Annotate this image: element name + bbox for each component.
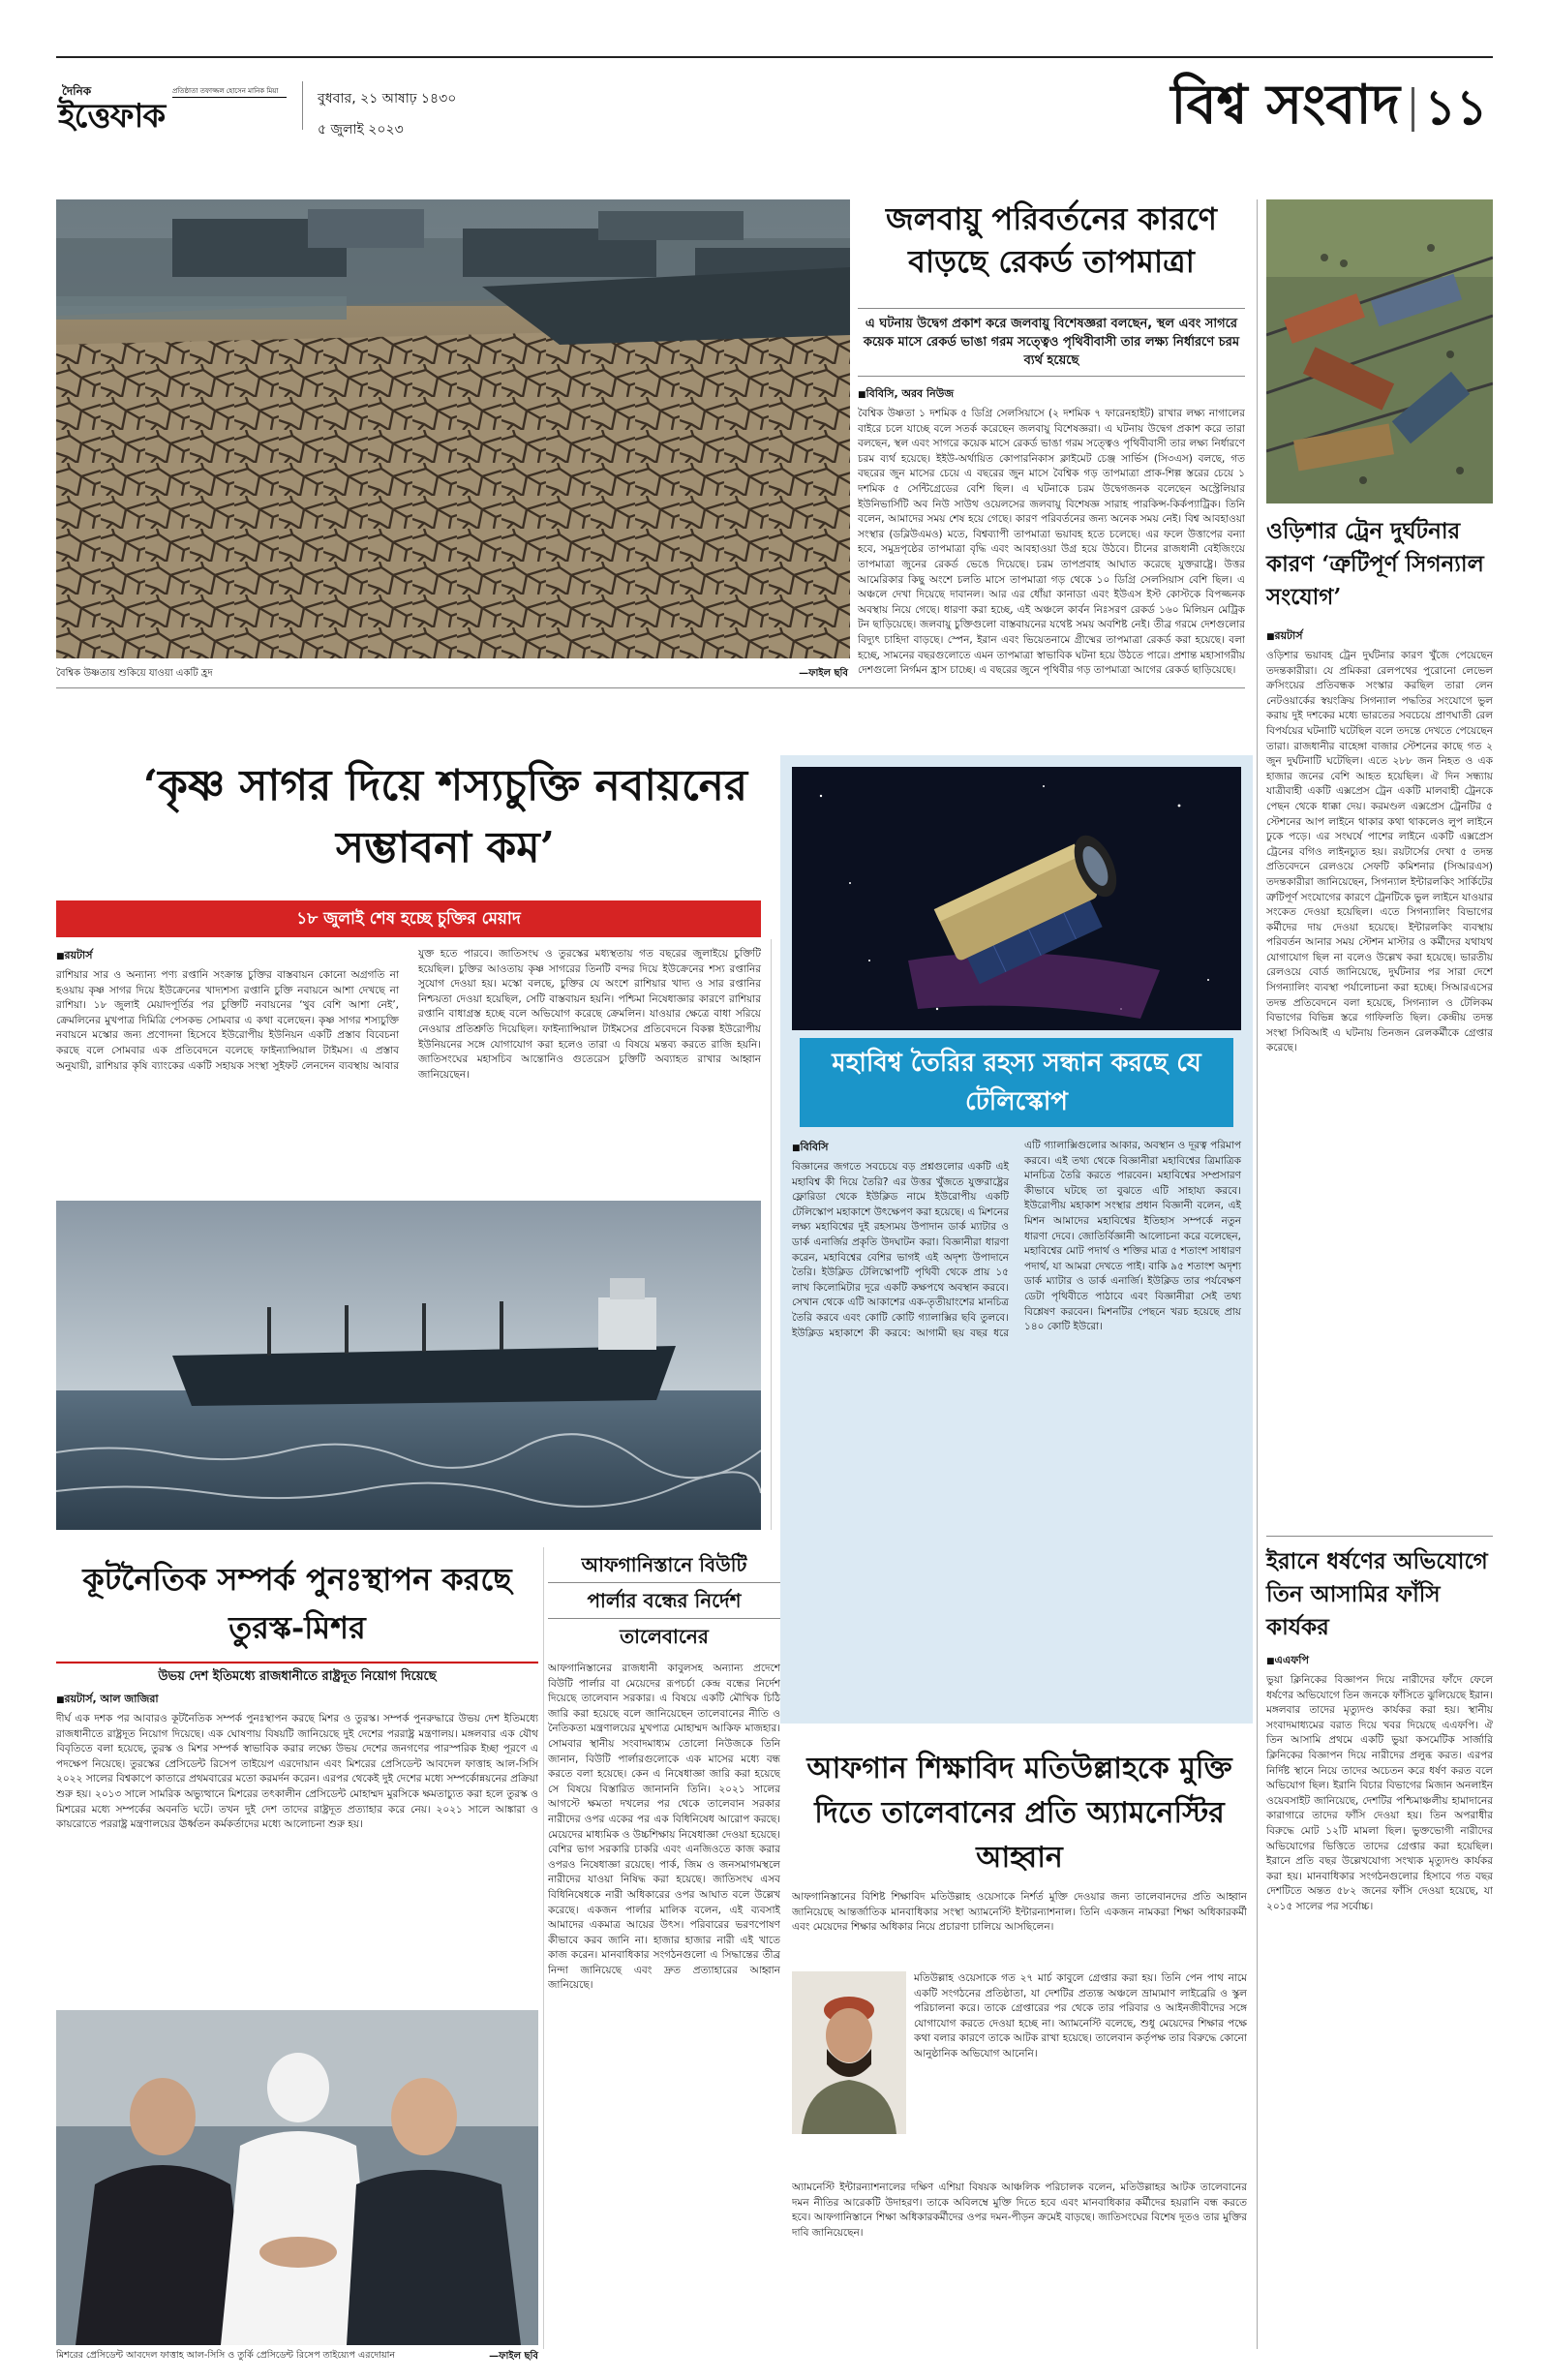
- motiullah-portrait: [792, 1971, 906, 2134]
- odisha-article: [1266, 627, 1493, 1526]
- amnesty-body-right: অ্যামনেস্টি ইন্টারন্যাশনালের দক্ষিণ এশিয়া বিষয়ক আঞ্চলিক পরিচালক বলেন, মতিউল্লাহর আটক তালেবানের দমন নীতির আরেকটি উদাহরণ। তাকে অবিলম্বে মুক্তি দিতে হবে এবং মানবাধিকার কর্মীদের হয়রানি বন্ধ করতে হবে। আফগানিস্তানে শিক্ষা অধিকারকর্মীদের ওপর দমন-পীড়ন ক্রমেই বাড়ছে। জাতিসংঘের বিশেষ দূতও তার মুক্তির দাবি জানিয়েছেন।: [792, 2182, 1247, 2239]
- telescope-headline: মহাবিশ্ব তৈরির রহস্য সন্ধান করছে যে টেলিস্কোপ: [800, 1038, 1233, 1127]
- iran-headline: ইরানে ধর্ষণের অভিযোগে তিন আসামির ফাঁসি কার্যকর: [1266, 1548, 1488, 1640]
- iran-body: ভুয়া ক্লিনিকের বিজ্ঞাপন দিয়ে নারীদের ফাঁদে ফেলে ধর্ষণের অভিযোগে তিন জনকে ফাঁসিতে ঝুলিয়েছে ইরান। মঙ্গলবার তাদের মৃত্যুদণ্ড কার্যকর করা হয়। স্থানীয় সংবাদমাধ্যমের বরাত দিয়ে খবর দিয়েছে এএফপি। ঐ তিন আসামি প্রথমে একটি ভুয়া কসমেটিক সার্জারি ক্লিনিকের বিজ্ঞাপন দিয়ে নারীদের প্রলুব্ধ করত। এরপর নির্দিষ্ট স্থানে নিয়ে তাদের অচেতন করে ধর্ষণ করত বলে অভিযোগ ছিল। ইরানি বিচার বিভাগের মিজান অনলাইন ওয়েবসাইট জানিয়েছে, দেশটির পশ্চিমাঞ্চলীয় হামাদানের কারাগারে তাদের ফাঁসি দেওয়া হয়। তিন অপরাধীর বিরুদ্ধে মোট ১২টি মামলা ছিল। ভুক্তভোগী নারীদের অভিযোগের ভিত্তিতে তাদের গ্রেপ্তার করা হয়েছিল। ইরানে প্রতি বছর উল্লেখযোগ্য সংখ্যক মৃত্যুদণ্ড কার্যকর করা হয়। মানবাধিকার সংগঠনগুলোর হিসাবে গত বছর দেশটিতে অন্তত ৫৮২ জনের ফাঁসি দেওয়া হয়েছে, যা ২০১৫ সালের পর সর্বোচ্চ।: [1266, 1674, 1493, 1912]
- climate-article: [858, 385, 1245, 678]
- date-english: ৫ জুলাই ২০২৩: [318, 122, 404, 137]
- leaders-photo: [56, 2010, 538, 2345]
- parlour-body: আফগানিস্তানের রাজধানী কাবুলসহ অন্যান্য প্রদেশে বিউটি পার্লার বা মেয়েদের রূপচর্চা কেন্দ্র বন্ধের নির্দেশ দিয়েছে তালেবান সরকার। এ বিষয়ে একটি মৌখিক চিঠি জারি করা হয়েছে বলে জানিয়েছেন তালেবানের নীতি ও নৈতিকতা মন্ত্রণালয়ের মুখপাত্র মোহাম্মদ আকিফ মাজহার। সোমবার স্থানীয় সংবাদমাধ্যম তোলো নিউজকে তিনি জানান, বিউটি পার্লারগুলোকে এক মাসের মধ্যে বন্ধ করতে বলা হয়েছে। কেন এ নিষেধাজ্ঞা জারি করা হয়েছে সে বিষয়ে বিস্তারিত জানাননি তিনি। ২০২১ সালের আগস্টে ক্ষমতা দখলের পর থেকে তালেবান সরকার নারীদের ওপর একের পর এক বিধিনিষেধ আরোপ করছে। মেয়েদের মাধ্যমিক ও উচ্চশিক্ষায় নিষেধাজ্ঞা দেওয়া হয়েছে। বেশির ভাগ সরকারি চাকরি এবং এনজিওতে কাজ করার ওপরও নিষেধাজ্ঞা রয়েছে। পার্ক, জিম ও জনসমাগমস্থলে নারীদের যাওয়া নিষিদ্ধ করা হয়েছে। জাতিসংঘ এসব বিধিনিষেধকে নারী অধিকারের ওপর আঘাত বলে উল্লেখ করেছে। একজন পার্লার মালিক বলেন, এই ব্যবসাই আমাদের একমাত্র আয়ের উৎস। পরিবারের ভরণপোষণ কীভাবে করব জানি না। হাজার হাজার নারী এই খাতে কাজ করেন। মানবাধিকার সংগঠনগুলো এ সিদ্ধান্তের তীব্র নিন্দা জানিয়েছে এবং দ্রুত প্রত্যাহারের আহ্বান জানিয়েছে।: [548, 1663, 780, 1992]
- cracked-lakebed-image: [56, 199, 850, 658]
- space-telescope-image: [792, 767, 1241, 1030]
- turkey-headline: কূটনৈতিক সম্পর্ক পুনঃস্থাপন করছে তুরস্ক-মিশর: [82, 1561, 512, 1646]
- telescope-body: বিজ্ঞানের জগতে সবচেয়ে বড় প্রশ্নগুলোর একটি এই মহাবিশ্ব কী দিয়ে তৈরি? এর উত্তর খুঁজতে যুক্তরাষ্ট্রের ফ্লোরিডা থেকে ইউক্লিড নামে ইউরোপীয় একটি টেলিস্কোপ মহাকাশে উৎক্ষেপণ করা হয়েছে। এ মিশনের লক্ষ্য মহাবিশ্বের দুই রহস্যময় উপাদান ডার্ক ম্যাটার ও ডার্ক এনার্জির প্রকৃতি উদঘাটন করা। বিজ্ঞানীরা ধারণা করেন, মহাবিশ্বের বেশির ভাগই এই অদৃশ্য উপাদানে তৈরি। ইউক্লিড টেলিস্কোপটি পৃথিবী থেকে প্রায় ১৫ লাখ কিলোমিটার দূরে একটি কক্ষপথে অবস্থান করবে। সেখান থেকে এটি আকাশের এক-তৃতীয়াংশের মানচিত্র তৈরি করবে এবং কোটি কোটি গ্যালাক্সির ছবি তুলবে। ইউক্লিড মহাকাশে কী করবে: আগামী ছয় বছর ধরে এটি গ্যালাক্সিগুলোর আকার, অবস্থান ও দূরত্ব পরিমাপ করবে। এই তথ্য থেকে বিজ্ঞানীরা মহাবিশ্বের ত্রিমাত্রিক মানচিত্র তৈরি করতে পারবেন। মহাবিশ্বের সম্প্রসারণ কীভাবে ঘটছে তা বুঝতে এটি সাহায্য করবে। ইউরোপীয় মহাকাশ সংস্থার প্রধান বিজ্ঞানী বলেন, এই মিশন আমাদের মহাবিশ্বের ইতিহাস সম্পর্কে নতুন ধারণা দেবে। জোতির্বিজ্ঞানী আলোচনা করে বলেছেন, মহাবিশ্বের মোট পদার্থ ও শক্তির মাত্র ৫ শতাংশ সাধারণ পদার্থ, যা আমরা দেখতে পাই। বাকি ৯৫ শতাংশ অদৃশ্য ডার্ক ম্যাটার ও ডার্ক এনার্জি। ইউক্লিড তার পর্যবেক্ষণ ডেটা পৃথিবীতে পাঠাবে এবং বিজ্ঞানীরা সেই তথ্য বিশ্লেষণ করবেন। মিশনটির পেছনে খরচ হয়েছে প্রায় ১৪০ কোটি ইউরো।: [792, 1140, 1241, 1339]
- motiullah-photo: [792, 1971, 906, 2134]
- section-title: বিশ্ব সংবাদ: [1170, 73, 1400, 137]
- climate-photo-credit: —ফাইল ছবি: [799, 668, 848, 679]
- grain-article: [56, 947, 761, 1193]
- iran-byline: ■ এএফপি: [1266, 1652, 1493, 1670]
- odisha-byline: ■ রয়টার্স: [1266, 627, 1493, 646]
- leaders-handshake-image: [56, 2010, 538, 2345]
- grain-headline: ‘কৃষ্ণ সাগর দিয়ে শস্যচুক্তি নবায়নের সম্ভাবনা কম’: [142, 761, 748, 872]
- telescope-article: [792, 1139, 1241, 1714]
- turkey-photo-credit: —ফাইল ছবি: [489, 2351, 538, 2362]
- issue-date: [318, 87, 569, 141]
- odisha-headline: ওড়িশার ট্রেন দুর্ঘটনার কারণ ‘ত্রুটিপূর্ণ সিগন্যাল সংযোগ’: [1266, 518, 1484, 610]
- amnesty-body-top: আফগানিস্তানের বিশিষ্ট শিক্ষাবিদ মতিউল্লাহ ওয়েসাকে নির্শর্ত মুক্তি দেওয়ার জন্য তালেবানদের প্রতি আহ্বান জানিয়েছে আন্তর্জাতিক মানবাধিকার সংস্থা অ্যামনেস্টি ইন্টারন্যাশনাল। তিনি একজন নামকরা শিক্ষা অধিকারকর্মী এবং মেয়েদের শিক্ষার অধিকার নিয়ে প্রচারণা চালিয়ে আসছিলেন।: [792, 1891, 1247, 1934]
- climate-photo-caption: বৈশ্বিক উষ্ণতায় শুকিয়ে যাওয়া একটি হ্রদ: [56, 668, 213, 679]
- parlour-headline-block: [548, 1547, 780, 1656]
- parlour-headline-line3: তালেবানের: [620, 1625, 709, 1648]
- logo-tagline: প্রতিষ্ঠাতা তফাজ্জল হোসেন মানিক মিয়া: [172, 85, 287, 98]
- parlour-headline-line2: পার্লার বন্ধের নির্দেশ: [548, 1583, 780, 1619]
- train-wreck-image: [1266, 199, 1493, 503]
- grain-kicker: ১৮ জুলাই শেষ হচ্ছে চুক্তির মেয়াদ: [56, 900, 761, 937]
- logo-small: দৈনিক: [62, 84, 92, 98]
- date-bangla: বুধবার, ২১ আষাঢ় ১৪৩০: [318, 91, 457, 107]
- climate-headline: জলবায়ু পরিবর্তনের কারণে বাড়ছে রেকর্ড তাপমাত্রা: [885, 200, 1218, 280]
- climate-body: বৈশ্বিক উষ্ণতা ১ দশমিক ৫ ডিগ্রি সেলসিয়াসে (২ দশমিক ৭ ফারেনহাইট) রাখার লক্ষ্য নাগালের বাইরে চলে যাচ্ছে বলে সতর্ক করেছেন জলবায়ু বিশেষজ্ঞরা। এ ঘটনায় উদ্বেগ প্রকাশ করে তারা বলছেন, স্থল এবং সাগরে কয়েক মাসে রেকর্ড ভাঙা গরম সত্ত্বেও পৃথিবীবাসী তার লক্ষ্য নির্ধারণে চরম ব্যর্থ হয়েছে। ইইউ-অর্থায়িত কোপারনিকাস ক্লাইমেট চেঞ্জ সার্ভিস (সি৩এস) বলছে, গত বছরের জুন মাসের চেয়ে এ বছরের জুন মাসে বৈশ্বিক গড় তাপমাত্রা প্রাক-শিল্প স্তরের চেয়ে ১ দশমিক ৫ সেন্টিগ্রেডের বেশি ছিল। এ ঘটনাকে চরম উদ্বেগজনক বলেছেন অস্ট্রেলিয়ার ইউনিভার্সিটি অব নিউ সাউথ ওয়েলসের জলবায়ু বিশেষজ্ঞ সারাহ পারকিন্স-কির্কপ্যাট্রিক। তিনি বলেন, আমাদের সময় শেষ হয়ে গেছে। কারণ পরিবর্তনের জন্য অনেক সময় নেই। বিশ্ব আবহাওয়া সংস্থার (ডব্লিউএমও) মতে, বিশ্বব্যাপী তাপমাত্রা ভয়াবহ হতে চলেছে। এর ফলে উত্তাপের বন্যা হবে, সমুদ্রপৃষ্ঠের তাপমাত্রা বৃদ্ধি এবং আবহাওয়া উগ্র হয়ে উঠবে। চীনের রাজধানী বেইজিংয়ে তাপমাত্রা জুনের রেকর্ড ভেঙে দিয়েছে। চরম তাপপ্রবাহ আঘাত করেছে যুক্তরাষ্ট্রে। উত্তর আমেরিকার কিছু অংশে চলতি মাসে তাপমাত্রা গড় থেকে ১০ ডিগ্রি সেলসিয়াস বেশি ছিল। এ অঞ্চলে দেখা দিয়েছে দাবানল। আর এর ধোঁয়া কানাডা এবং ইউএস ইস্ট কোস্টকে বিপজ্জনক অবস্থায় নিয়ে গেছে। ধারণা করা হচ্ছে, এই অঞ্চলে কার্বন নিঃসরণ রেকর্ড ১৬০ মিলিয়ন মেট্রিক টন ছাড়িয়েছে। জলবায়ু চুক্তিগুলো বাস্তবায়নের যথেষ্ট সময় অবশিষ্ট নেই। তীব্র গরমে দেশগুলোর বিদ্যুৎ চাহিদা বাড়ছে। স্পেন, ইরান এবং ভিয়েতনামে গ্রীষ্মের তাপমাত্রা রেকর্ড করা হয়েছে। বলা হচ্ছে, সামনের বছরগুলোতে এমন তাপমাত্রা স্বাভাবিক ঘটনা হয়ে উঠতে পারে। প্রশান্ত মহাসাগরীয় দেশগুলো নির্গমন হ্রাস চাচ্ছে। এ বছরের জুনে পৃথিবীর গড় তাপমাত্রা আগের রেকর্ড ছাড়িয়েছে।: [858, 408, 1245, 677]
- climate-deck: এ ঘটনায় উদ্বেগ প্রকাশ করে জলবায়ু বিশেষজ্ঞরা বলছেন, স্থল এবং সাগরে কয়েক মাসে রেকর্ড ভাঙা গরম সত্ত্বেও পৃথিবীবাসী তার লক্ষ্য নির্ধারণে চরম ব্যর্থ হয়েছে: [858, 308, 1245, 377]
- telescope-byline: ■ বিবিসি: [792, 1139, 1009, 1157]
- climate-byline: ■ বিবিসি, অরব নিউজ: [858, 385, 1245, 404]
- telescope-photo: [792, 767, 1241, 1030]
- dry-lake-photo: [56, 199, 850, 658]
- amnesty-body-left: মতিউল্লাহ ওয়েসাকে গত ২৭ মার্চ কাবুলে গ্রেপ্তার করা হয়। তিনি পেন পাথ নামে একটি সংগঠনের প্রতিষ্ঠাতা, যা দেশটির প্রত্যন্ত অঞ্চলে ভ্রাম্যমাণ লাইব্রেরি ও স্কুল পরিচালনা করে। তাকে গ্রেপ্তারের পর থেকে তার পরিবার ও আইনজীবীদের সঙ্গে যোগাযোগ করতে দেওয়া হচ্ছে না। অ্যামনেস্টি বলেছে, শুধু মেয়েদের শিক্ষার পক্ষে কথা বলার কারণে তাকে আটক রাখা হয়েছে। তালেবান কর্তৃপক্ষ তার বিরুদ্ধে কোনো আনুষ্ঠানিক অভিযোগ আনেনি।: [914, 1972, 1247, 2060]
- iran-article: [1266, 1652, 1493, 2349]
- odisha-body: ওড়িশার ভয়াবহ ট্রেন দুর্ঘটনার কারণ খুঁজে পেয়েছেন তদন্তকারীরা। যে প্রমিকরা রেলপথের পুরোনো লেভেল ক্রসিংয়ের প্রতিবন্ধক সংস্কার করছিল তারা লেন নেটওয়ার্কের স্বয়ংক্রিয় সিগন্যাল পদ্ধতির সংযোগে ভুল করায় দুই দশকের মধ্যে ভারতের সবচেয়ে প্রাণঘাতী রেল বিপর্যয়ের ঘটনাটি ঘটেছিল বলে তদন্তে দেখতে পেয়েছেন তারা। রাজধানীর বাহেঙ্গা বাজার স্টেশনের কাছে গত ২ জুন দুর্ঘটনাটি ঘটেছিল। এতে ২৮৮ জন নিহত ও এক হাজার জনের বেশি আহত হয়েছিল। ঐ দিন সন্ধ্যায় যাত্রীবাহী একটি এক্সপ্রেস ট্রেন একটি মালবাহী ট্রেনকে পেছন থেকে ধাক্কা দেয়। করমণ্ডল এক্সপ্রেস ট্রেনটির ৫ স্টেশনের আপ লাইনে থাকার কথা থাকলেও লুপ লাইনে ঢুকে পড়ে। এর সংঘর্ষে পাশের লাইনে একটি এক্সপ্রেস ট্রেনের বগিও লাইনচ্যুত হয়। রয়টার্সের দেখা ৫ তদন্ত প্রতিবেদনে রেলওয়ে সেফটি কমিশনার (সিআরএস) তদন্তকারীরা জানিয়েছেন, সিগন্যাল ইন্টারলকিং সার্কিটের ত্রুটিপূর্ণ সংযোগের কারণে ট্রেনটিকে ভুল লাইনে যাওয়ার সংকেত দেওয়া হয়েছিল। এতে সিগন্যালিং বিভাগের কর্মীদের দায় দেওয়া হয়েছে। ইন্টারলকিং ব্যবস্থায় পরিবর্তন আনার সময় স্টেশন মাস্টার ও কর্মীদের যথাযথ যোগাযোগ ছিল না বলেও উল্লেখ করা হয়েছে। ভারতীয় রেলওয়ে বোর্ড জানিয়েছে, দুর্ঘটনার পর সারা দেশে সিগন্যালিং ব্যবস্থা পর্যালোচনা করা হচ্ছে। সিআরএসের তদন্ত প্রতিবেদনে বলা হয়েছে, সিগন্যাল ও টেলিকম বিভাগের বিভিন্ন স্তরে গাফিলতি ছিল। কেন্দ্রীয় তদন্ত সংস্থা সিবিআই এ ঘটনায় তিনজন রেলকর্মীকে গ্রেপ্তার করেছে।: [1266, 650, 1493, 1054]
- grain-byline: ■ রয়টার্স: [56, 947, 399, 965]
- amnesty-headline: আফগান শিক্ষাবিদ মতিউল্লাহকে মুক্তি দিতে তালেবানের প্রতি অ্যামনেস্টির আহ্বান: [806, 1752, 1232, 1875]
- turkey-kicker: উভয় দেশ ইতিমধ্যে রাজধানীতে রাষ্ট্রদূত নিয়োগ দিয়েছে: [56, 1662, 538, 1688]
- turkey-photo-caption: মিশরের প্রেসিডেন্ট আবদেল ফাত্তাহ আল-সিসি ও তুর্কি প্রেসিডেন্ট রিসেপ তাইয়্যেপ এরদোয়ান: [56, 2350, 396, 2361]
- turkey-byline: ■ রয়টার্স, আল জাজিরা: [56, 1691, 538, 1709]
- logo-main: ইত্তেফাক: [58, 97, 166, 136]
- turkey-body: দীর্ঘ এক দশক পর আবারও কূটনৈতিক সম্পর্ক পুনঃস্থাপন করছে মিশর ও তুরস্ক। সম্পর্ক পুনরুদ্ধারে উভয় দেশ ইতিমধ্যে রাজধানীতে রাষ্ট্রদূত নিয়োগ দিয়েছে। এক ঘোষণায় বিষয়টি জানিয়েছে দুই দেশের পররাষ্ট্র মন্ত্রণালয়। মঙ্গলবার এক যৌথ বিবৃতিতে বলা হয়েছে, তুরস্ক ও মিশর সম্পর্ক স্বাভাবিক করার লক্ষ্যে উভয় দেশের জনগণের পারস্পরিক ইচ্ছা পূরণে এ পদক্ষেপ নিয়েছে। তুরস্কের প্রেসিডেন্ট রিসেপ তাইয়েপ এরদোয়ান এবং মিশরের প্রেসিডেন্ট আবদেল ফাত্তাহ আল-সিসি ২০২২ সালের বিশ্বকাপে কাতারে প্রথমবারের মতো করমর্দন করেন। এরপর থেকেই দুই দেশের মধ্যে সম্পর্কোন্নয়নের প্রক্রিয়া শুরু হয়। ২০১৩ সালে সামরিক অভ্যুত্থানে মিশরের তৎকালীন প্রেসিডেন্ট মোহাম্মদ মুরসিকে ক্ষমতাচ্যুত করা হলে তুরস্ক ও মিশরের মধ্যে সম্পর্কের অবনতি ঘটে। তখন দুই দেশ তাদের রাষ্ট্রদূত প্রত্যাহার করে নেয়। ২০২১ সালে আঙ্কারা ও কায়রোতে পররাষ্ট্র মন্ত্রণালয়ের ঊর্ধ্বতন কর্মকর্তাদের মধ্যে আলোচনা শুরু হয়।: [56, 1713, 538, 1831]
- masthead-logo: [56, 79, 287, 137]
- cargo-ship-image: [56, 1201, 761, 1530]
- cargo-ship-photo: [56, 1201, 761, 1530]
- train-accident-photo: [1266, 199, 1493, 503]
- parlour-headline-line1: আফগানিস্তানে বিউটি: [548, 1547, 780, 1583]
- page-number: ১১: [1424, 78, 1488, 136]
- grain-body: রাশিয়ার সার ও অন্যান্য পণ্য রপ্তানি সংক্রান্ত চুক্তির বাস্তবায়ন কোনো অগ্রগতি না হওয়ায় কৃষ্ণ সাগর দিয়ে ইউক্রেনের খাদ্যশস্য রপ্তানি চুক্তি নবায়নে আশা দেখছে না রাশিয়া। ১৮ জুলাই মেয়াদপূর্তির পর চুক্তিটি নবায়নের ‘খুব বেশি আশা নেই’, ক্রেমলিনের মুখপাত্র দিমিত্রি পেসকভ সোমবার এ কথা বলেছেন। কৃষ্ণ সাগর শস্যচুক্তি নবায়নে মস্কোর জন্য প্রণোদনা হিসেবে ইউরোপীয় ইউনিয়ন একটি প্রস্তাব বিবেচনা করছে বলে সোমবার এক প্রতিবেদনে বলেছে ফাইন্যান্সিয়াল টাইমস। এ প্রস্তাব অনুযায়ী, রাশিয়ার কৃষি ব্যাংকের একটি সহায়ক সংস্থা সুইফট লেনদেন ব্যবস্থায় আবার যুক্ত হতে পারবে। জাতিসংঘ ও তুরস্কের মধ্যস্থতায় গত বছরের জুলাইয়ে চুক্তিটি হয়েছিল। চুক্তির আওতায় কৃষ্ণ সাগরের তিনটি বন্দর দিয়ে ইউক্রেনের শস্য রপ্তানির সুযোগ দেওয়া হয়। মস্কো বলছে, চুক্তির যে অংশে রাশিয়ার খাদ্য ও সার রপ্তানির নিশ্চয়তা দেওয়া হয়েছিল, সেটি বাস্তবায়ন হয়নি। পশ্চিমা নিষেধাজ্ঞার কারণে রাশিয়ার রপ্তানি বাধাগ্রস্ত হচ্ছে বলে অভিযোগ করেছে ক্রেমলিন। যাওয়ার ক্ষেত্রে বাধা সরিয়ে নেওয়ার প্রতিশ্রুতি দিয়েছিল। ফাইন্যান্সিয়াল টাইমসের প্রতিবেদনে বিকল্প ইউরোপীয় ইউনিয়নের সঙ্গে যোগাযোগ করা হলেও তারা এ বিষয়ে মন্তব্য করতে রাজি হয়নি। জাতিসংঘের মহাসচিব আন্তোনিও গুতেরেস চুক্তিটি অব্যাহত রাখার আহ্বান জানিয়েছেন।: [56, 948, 761, 1081]
- turkey-article: [56, 1691, 538, 2000]
